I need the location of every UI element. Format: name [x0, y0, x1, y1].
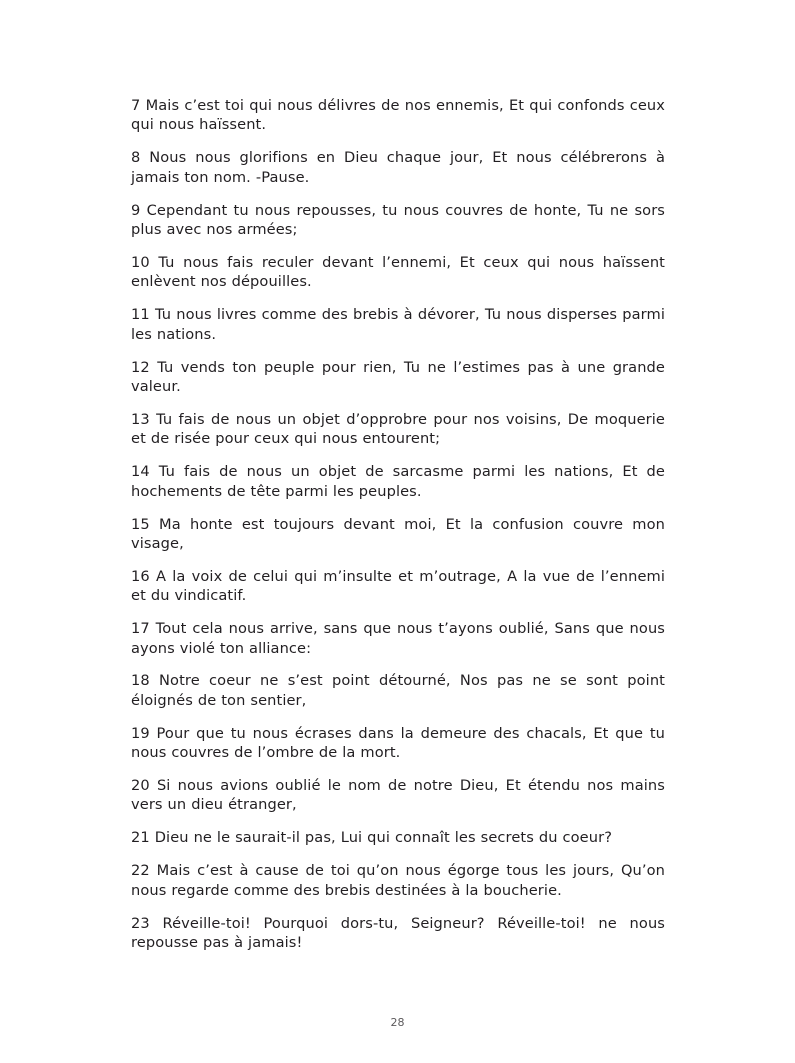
verse-paragraph: 23 Réveille-toi! Pourquoi dors-tu, Seigneur? Réveille-toi! ne nous repousse pas à jamais!	[131, 914, 665, 951]
verse-paragraph: 12 Tu vends ton peuple pour rien, Tu ne l’estimes pas à une grande valeur.	[131, 358, 665, 395]
verse-paragraph: 18 Notre coeur ne s’est point détourné, Nos pas ne se sont point éloignés de ton sentier,	[131, 672, 665, 709]
verse-paragraph: 7 Mais c’est toi qui nous délivres de nos ennemis, Et qui confonds ceux qui nous haïssent.	[131, 97, 665, 134]
verse-paragraph: 19 Pour que tu nous écrases dans la demeure des chacals, Et que tu nous couvres de l’ombre de la mort.	[131, 724, 665, 762]
verse-paragraph: 9 Cependant tu nous repousses, tu nous couvres de honte, Tu ne sors plus avec nos armées;	[131, 201, 665, 239]
verse-paragraph: 11 Tu nous livres comme des brebis à dévorer, Tu nous disperses parmi les nations.	[131, 306, 665, 343]
verse-paragraph: 10 Tu nous fais reculer devant l’ennemi, Et ceux qui nous haïssent enlèvent nos dépouilles.	[131, 253, 665, 291]
verse-list	[131, 96, 665, 952]
page-number: 28	[390, 1016, 405, 1029]
verse-paragraph: 14 Tu fais de nous un objet de sarcasme parmi les nations, Et de hochements de tête parmi les peuples.	[131, 463, 665, 500]
verse-paragraph: 16 A la voix de celui qui m’insulte et m’outrage, A la vue de l’ennemi et du vindicatif.	[131, 567, 665, 605]
verse-paragraph: 21 Dieu ne le saurait-il pas, Lui qui connaît les secrets du coeur?	[131, 829, 613, 847]
verse-paragraph: 20 Si nous avions oublié le nom de notre Dieu, Et étendu nos mains vers un dieu étranger,	[131, 777, 665, 814]
verse-paragraph: 8 Nous nous glorifions en Dieu chaque jour, Et nous célébrerons à jamais ton nom. -Pause.	[131, 149, 665, 186]
verse-paragraph: 15 Ma honte est toujours devant moi, Et la confusion couvre mon visage,	[131, 515, 665, 552]
verse-paragraph: 13 Tu fais de nous un objet d’opprobre pour nos voisins, De moquerie et de risée pour ceux qui nous entourent;	[131, 410, 665, 448]
verse-paragraph: 17 Tout cela nous arrive, sans que nous t’ayons oublié, Sans que nous ayons violé ton alliance:	[131, 620, 665, 657]
verse-paragraph: 22 Mais c’est à cause de toi qu’on nous égorge tous les jours, Qu’on nous regarde comme des brebis destinées à la boucherie.	[131, 862, 665, 899]
